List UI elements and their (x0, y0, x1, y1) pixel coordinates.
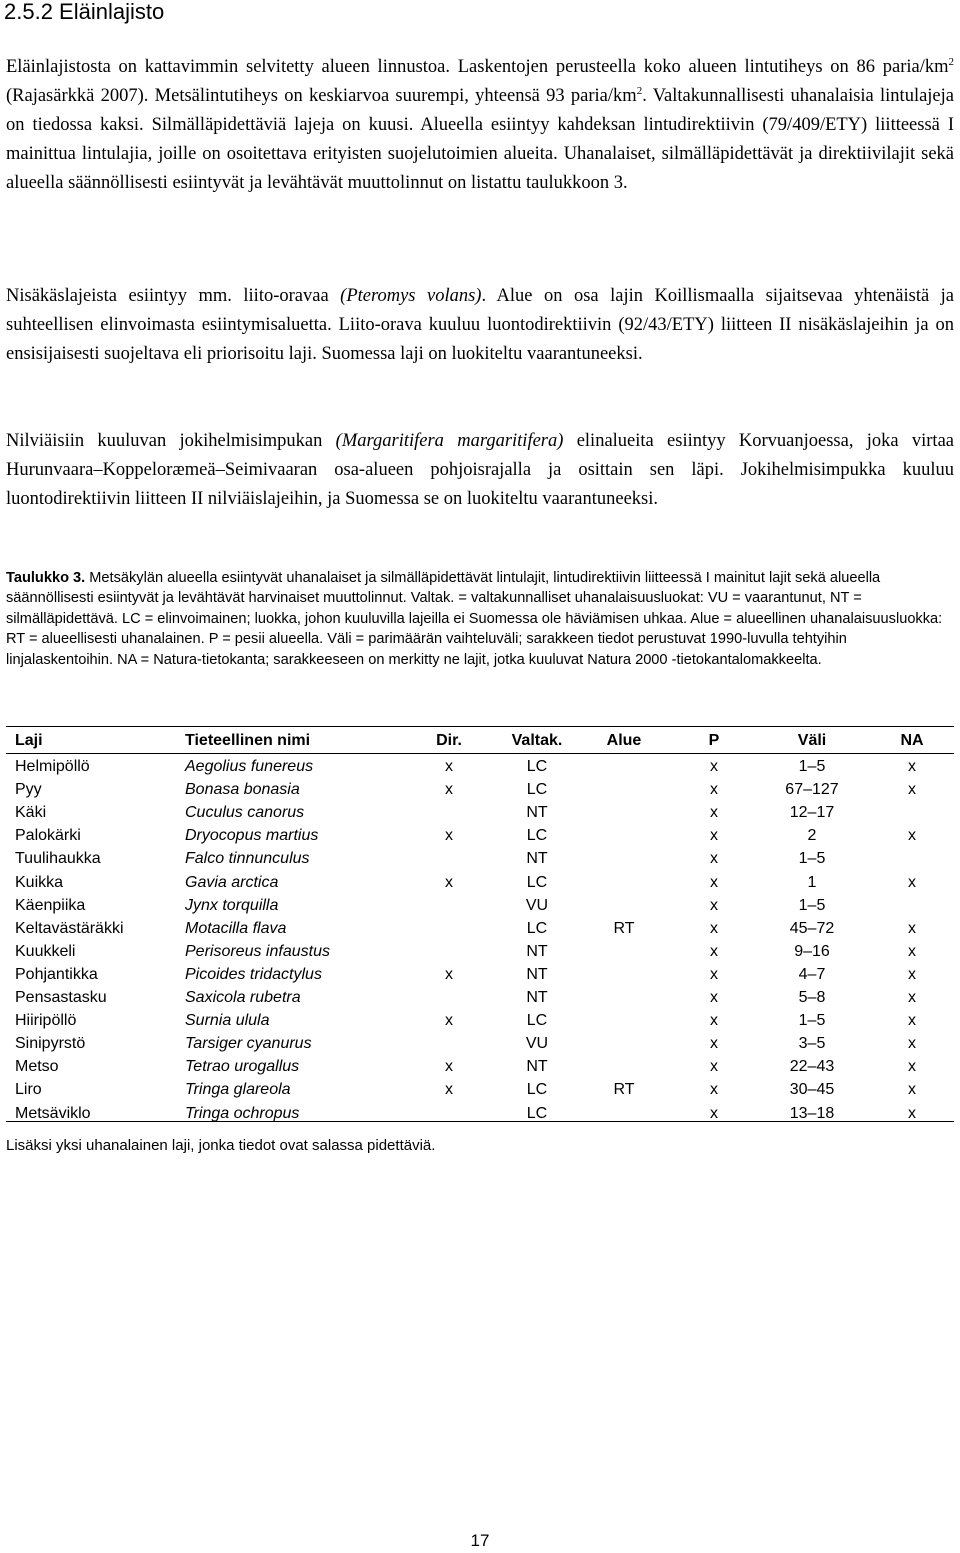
cell-valtak: LC (526, 1081, 548, 1099)
cell-valtak: NT (526, 965, 548, 983)
cell-valtak: VU (525, 896, 549, 914)
cell-p: x (710, 942, 718, 960)
table-row (6, 871, 954, 894)
cell-na: x (908, 873, 916, 891)
cell-vali: 1–5 (798, 758, 826, 775)
cell-tieteellinen-nimi: Cuculus canorus (185, 804, 305, 822)
cell-dir: x (445, 758, 453, 775)
cell-vali: 9–16 (794, 942, 830, 960)
table-caption (6, 568, 954, 670)
cell-dir: x (445, 873, 453, 891)
table-header-rule (6, 753, 954, 754)
table-row (6, 940, 954, 963)
table-top-rule (6, 726, 954, 727)
table-row (6, 847, 954, 870)
cell-p: x (710, 827, 718, 845)
paragraph-text: . Alue on osa lajin Koillismaalla sijaitsevaa yhtenäistä ja suhteellisen elinvoimasta esiintymisaluetta. Liito-orava kuuluu luontodirektiivin (92/43/ETY) liitteen II nisäkäslajeihin ja on ensisijaisesti suojeltava eli priorisoitu laji. Suomessa laji on luokiteltu vaarantuneeksi. (6, 286, 955, 364)
cell-dir: x (445, 1081, 453, 1099)
cell-tieteellinen-nimi: Tringa glareola (185, 1081, 291, 1099)
cell-alue: RT (613, 919, 635, 937)
cell-vali: 45–72 (789, 919, 835, 937)
superscript: 2 (948, 55, 954, 68)
cell-dir: x (445, 1058, 453, 1076)
cell-laji: Liro (15, 1081, 42, 1099)
cell-p: x (710, 873, 718, 891)
cell-tieteellinen-nimi: Gavia arctica (185, 873, 279, 891)
table-header-row (6, 729, 954, 752)
header-vali: Väli (797, 732, 827, 749)
cell-tieteellinen-nimi: Motacilla flava (185, 919, 287, 937)
cell-vali: 1–5 (798, 850, 826, 868)
species-name: (Margaritifera margaritifera) (335, 431, 564, 451)
cell-p: x (710, 1081, 718, 1099)
cell-tieteellinen-nimi: Dryocopus martius (185, 827, 319, 845)
cell-dir: x (445, 827, 453, 845)
table-row (6, 1055, 954, 1078)
header-dir: Dir. (436, 732, 462, 749)
cell-tieteellinen-nimi: Aegolius funereus (185, 758, 314, 775)
paragraph-text: Eläinlajistosta on kattavimmin selvitetty alueen linnustoa. Laskentojen perusteella koko alueen lintutiheys on 86 paria/km (6, 57, 949, 77)
cell-p: x (710, 1012, 718, 1030)
paragraph-text: Nisäkäslajeista esiintyy mm. liito-oravaa (6, 286, 341, 306)
table-row (6, 801, 954, 824)
paragraph-text: elinalueita esiintyy Korvuanjoessa, joka virtaa Hurunvaara–Koppeloræmeä–Seimivaaran osa-alueen pohjoisrajalla ja osittain sen läpi. Jokihelmisimpukka kuuluu luontodirektiivin liitteen II nilviäislajeihin, ja Suomessa se on luokiteltu vaarantuneeksi. (6, 431, 954, 509)
table-row (6, 917, 954, 940)
cell-laji: Metsäviklo (15, 1104, 91, 1122)
cell-laji: Kuukkeli (15, 942, 76, 960)
cell-laji: Pyy (15, 781, 42, 799)
cell-vali: 12–17 (789, 804, 835, 822)
cell-tieteellinen-nimi: Tarsiger cyanurus (185, 1035, 312, 1053)
cell-valtak: LC (526, 827, 548, 845)
page-number: 17 (470, 1531, 490, 1550)
cell-valtak: NT (526, 850, 548, 868)
cell-vali: 3–5 (798, 1035, 826, 1053)
cell-valtak: NT (526, 804, 548, 822)
header-laji: Laji (15, 732, 43, 749)
cell-na: x (908, 1035, 916, 1053)
paragraph-molluscs (6, 427, 954, 514)
cell-tieteellinen-nimi: Jynx torquilla (185, 896, 279, 914)
cell-na: x (908, 758, 916, 775)
cell-vali: 4–7 (798, 965, 826, 983)
cell-tieteellinen-nimi: Falco tinnunculus (185, 850, 310, 868)
cell-laji: Käki (15, 804, 47, 822)
table-row (6, 963, 954, 986)
cell-tieteellinen-nimi: Picoides tridactylus (185, 965, 322, 983)
species-name: (Pteromys volans) (340, 286, 482, 306)
cell-laji: Sinipyrstö (15, 1035, 86, 1053)
cell-valtak: NT (526, 1058, 548, 1076)
cell-p: x (710, 919, 718, 937)
cell-laji: Käenpiika (15, 896, 86, 914)
cell-valtak: VU (525, 1035, 549, 1053)
cell-alue: RT (613, 1081, 635, 1099)
header-p: P (708, 732, 720, 749)
table-caption-text: Metsäkylän alueella esiintyvät uhanalaiset ja silmälläpidettävät lintulajit, lintudirektiivin liitteessä I mainitut lajit sekä alueella säännöllisesti esiintyvät ja levähtävät harvinaiset muuttolinnut. Valtak. = valtakunnalliset uhanalaisuusluokat: VU = vaarantunut, NT = silmälläpidettävä. LC = elinvoimainen; luokka, johon kuuluvilla lajeilla ei Suomessa ole häviämisen uhkaa. Alue = alueellinen uhanalaisuusluokka: RT = alueellisesti uhanalainen. P = pesii alueella. Väli = parimäärän vaihteluväli; sarakkeen tiedot perustuvat 1990-luvulla tehtyihin linjalaskentoihin. NA = Natura-tietokanta; sarakkeeseen on merkitty ne lajit, jotka kuuluvat Natura 2000 -tietokantalomakkeelta. (6, 570, 943, 668)
cell-na: x (908, 781, 916, 799)
table-footnote: Lisäksi yksi uhanalainen laji, jonka tiedot ovat salassa pidettäviä. (6, 1137, 436, 1154)
table-row (6, 986, 954, 1009)
cell-p: x (710, 804, 718, 822)
cell-laji: Palokärki (15, 827, 81, 845)
paragraph-text: Nilviäisiin kuuluvan jokihelmisimpukan (6, 431, 336, 451)
paragraph-bird-fauna (6, 53, 954, 198)
cell-tieteellinen-nimi: Tetrao urogallus (185, 1058, 300, 1076)
cell-p: x (710, 781, 718, 799)
cell-tieteellinen-nimi: Tringa ochropus (185, 1104, 300, 1122)
cell-vali: 1–5 (798, 896, 826, 914)
cell-valtak: LC (526, 1104, 548, 1122)
cell-valtak: LC (526, 781, 548, 799)
table-row (6, 1009, 954, 1032)
cell-laji: Helmipöllö (15, 758, 90, 775)
cell-dir: x (445, 781, 453, 799)
cell-tieteellinen-nimi: Perisoreus infaustus (185, 942, 330, 960)
table-row (6, 778, 954, 801)
cell-laji: Pensastasku (15, 989, 107, 1006)
table-bottom-rule (6, 1121, 954, 1122)
cell-vali: 22–43 (789, 1058, 835, 1076)
cell-valtak: LC (526, 758, 548, 775)
header-na: NA (900, 732, 924, 749)
cell-dir: x (445, 965, 453, 983)
cell-na: x (908, 827, 916, 845)
cell-na: x (908, 1104, 916, 1122)
cell-laji: Kuikka (15, 873, 64, 891)
cell-laji: Keltavästäräkki (15, 919, 124, 937)
table-row (6, 1078, 954, 1101)
cell-tieteellinen-nimi: Bonasa bonasia (185, 781, 300, 799)
cell-vali: 5–8 (798, 989, 826, 1006)
header-alue: Alue (606, 732, 642, 749)
cell-vali: 13–18 (789, 1104, 835, 1122)
paragraph-text: (Rajasärkkä 2007). Metsälintutiheys on keskiarvoa suurempi, yhteensä 93 paria/km (6, 86, 637, 106)
cell-na: x (908, 989, 916, 1006)
header-valtak: Valtak. (511, 732, 563, 749)
cell-valtak: LC (526, 1012, 548, 1030)
paragraph-mammals (6, 282, 954, 369)
cell-p: x (710, 989, 718, 1006)
table-row (6, 824, 954, 847)
cell-vali: 30–45 (789, 1081, 835, 1099)
cell-laji: Metso (15, 1058, 59, 1076)
cell-valtak: NT (526, 942, 548, 960)
table-row (6, 894, 954, 917)
cell-valtak: LC (526, 873, 548, 891)
superscript: 2 (636, 84, 643, 97)
table-row (6, 1032, 954, 1055)
cell-p: x (710, 1104, 718, 1122)
cell-dir: x (445, 1012, 453, 1030)
cell-p: x (710, 1035, 718, 1053)
cell-p: x (710, 850, 718, 868)
cell-laji: Pohjantikka (15, 965, 98, 983)
cell-laji: Hiiripöllö (15, 1012, 77, 1030)
cell-p: x (710, 965, 718, 983)
cell-p: x (710, 896, 718, 914)
cell-vali: 1 (807, 873, 817, 891)
cell-na: x (908, 965, 916, 983)
cell-na: x (908, 1058, 916, 1076)
section-heading: 2.5.2 Eläinlajisto (4, 0, 165, 24)
cell-p: x (710, 758, 718, 775)
paragraph-text: . Valtakunnallisesti uhanalaisia lintulajeja on tiedossa kaksi. Silmälläpidettäviä lajeja on kuusi. Alueella esiintyy kahdeksan lintudirektiivin (79/409/ETY) liitteessä I mainittua lintulajia, joille on osoitettava erityisten suojelutoimien alueita. Uhanalaiset, silmälläpidettävät ja direktiivilajit sekä alueella säännöllisesti esiintyvät ja levähtävät muuttolinnut on listattu taulukkoon 3. (6, 86, 954, 193)
cell-na: x (908, 1081, 916, 1099)
cell-vali: 2 (807, 827, 817, 845)
cell-valtak: LC (526, 919, 548, 937)
cell-na: x (908, 942, 916, 960)
cell-vali: 1–5 (798, 1012, 826, 1030)
table-row (6, 755, 954, 778)
cell-p: x (710, 1058, 718, 1076)
table-caption-label: Taulukko 3. (6, 570, 86, 586)
cell-na: x (908, 919, 916, 937)
cell-valtak: NT (526, 989, 548, 1006)
cell-na: x (908, 1012, 916, 1030)
cell-vali: 67–127 (785, 781, 839, 799)
cell-tieteellinen-nimi: Surnia ulula (185, 1012, 270, 1030)
cell-laji: Tuulihaukka (15, 850, 101, 868)
header-tieteellinen-nimi: Tieteellinen nimi (185, 732, 311, 749)
cell-tieteellinen-nimi: Saxicola rubetra (185, 989, 301, 1006)
